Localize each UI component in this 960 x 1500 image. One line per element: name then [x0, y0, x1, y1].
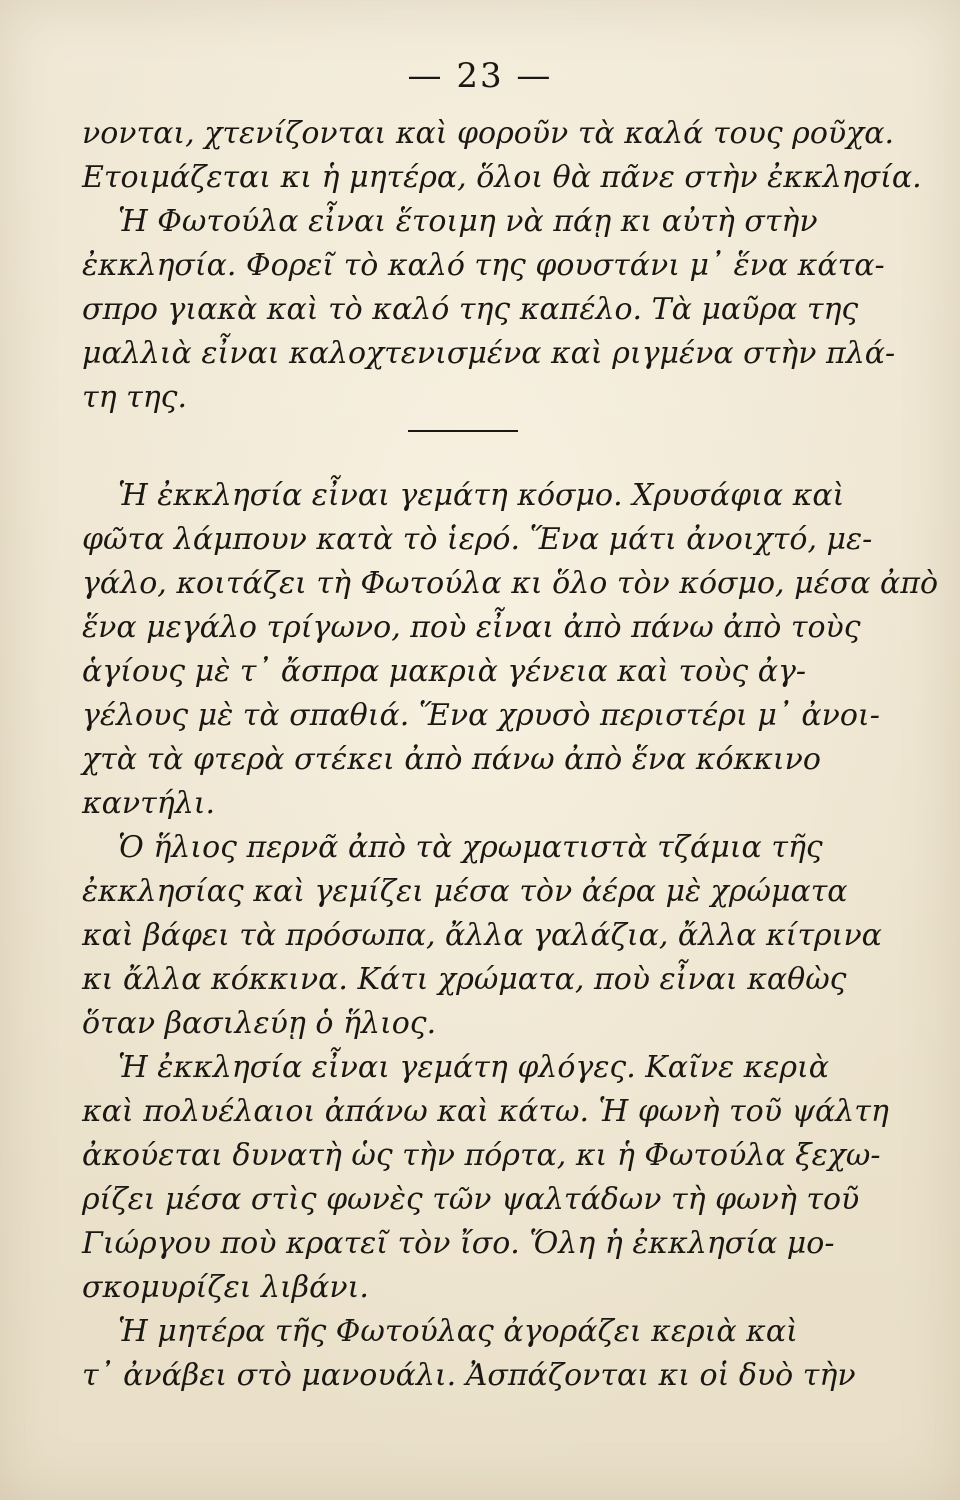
text-line: σπρο γιακὰ καὶ τὸ καλό της καπέλο. Τὰ μαῦρα της — [82, 292, 859, 327]
text-line: Ἡ Φωτούλα εἶναι ἕτοιμη νὰ πάῃ κι αὐτὴ στὴν — [118, 204, 818, 239]
text-line: φῶτα λάμπουν κατὰ τὸ ἱερό. Ἕνα μάτι ἀνοιχτό, με- — [82, 522, 873, 557]
text-line: Ὁ ἥλιος περνᾶ ἀπὸ τὰ χρωματιστὰ τζάμια τῆς — [118, 830, 823, 865]
text-line: ἀκούεται δυνατὴ ὡς τὴν πόρτα, κι ἡ Φωτούλα ξεχω- — [82, 1138, 881, 1173]
text-line: ἁγίους μὲ τ᾽ ἄσπρα μακριὰ γένεια καὶ τοὺς ἀγ- — [82, 654, 807, 689]
text-line: σκομυρίζει λιβάνι. — [82, 1270, 369, 1305]
text-line: ἐκκλησία. Φορεῖ τὸ καλό της φουστάνι μ᾽ ἕνα κάτα- — [82, 248, 885, 283]
text-line: τη της. — [82, 380, 188, 415]
text-line: ἐκκλησίας καὶ γεμίζει μέσα τὸν ἀέρα μὲ χρώματα — [82, 874, 848, 909]
page-number: — 23 — — [407, 56, 553, 96]
text-line: Ετοιμάζεται κι ἡ μητέρα, ὅλοι θὰ πᾶνε στὴν ἐκκλησία. — [82, 160, 922, 195]
text-line: καὶ βάφει τὰ πρόσωπα, ἄλλα γαλάζια, ἄλλα κίτρινα — [82, 918, 882, 953]
text-block-intro — [82, 112, 922, 420]
text-line: κι ἄλλα κόκκινα. Κάτι χρώματα, ποὺ εἶναι καθὼς — [82, 962, 847, 997]
text-block-church — [82, 474, 939, 1398]
text-line: Ἡ ἐκκλησία εἶναι γεμάτη φλόγες. Καῖνε κεριὰ — [118, 1050, 830, 1085]
text-line: χτὰ τὰ φτερὰ στέκει ἀπὸ πάνω ἀπὸ ἕνα κόκκινο — [82, 742, 821, 777]
text-line: ἕνα μεγάλο τρίγωνο, ποὺ εἶναι ἀπὸ πάνω ἀπὸ τοὺς — [82, 610, 861, 645]
text-line: καὶ πολυέλαιοι ἀπάνω καὶ κάτω. Ἡ φωνὴ τοῦ ψάλτη — [82, 1094, 889, 1129]
text-line: Ἡ ἐκκλησία εἶναι γεμάτη κόσμο. Χρυσάφια καὶ — [118, 478, 845, 513]
text-line: νονται, χτενίζονται καὶ φοροῦν τὰ καλά τους ροῦχα. — [82, 116, 895, 151]
text-line: Ἡ μητέρα τῆς Φωτούλας ἀγοράζει κεριὰ καὶ — [118, 1314, 798, 1349]
text-line: μαλλιὰ εἶναι καλοχτενισμένα καὶ ριγμένα στὴν πλά- — [82, 336, 896, 371]
text-line: καντήλι. — [82, 786, 216, 821]
text-line: τ᾽ ἀνάβει στὸ μανουάλι. Ἀσπάζονται κι οἱ δυὸ τὴν — [82, 1358, 856, 1393]
text-line: ὅταν βασιλεύῃ ὁ ἥλιος. — [82, 1006, 437, 1041]
text-line: γέλους μὲ τὰ σπαθιά. Ἕνα χρυσὸ περιστέρι μ᾽ ἀνοι- — [82, 698, 880, 733]
text-line: Γιώργου ποὺ κρατεῖ τὸν ἴσο. Ὅλη ἡ ἐκκλησία μο- — [82, 1226, 835, 1261]
section-divider — [408, 430, 518, 432]
text-line: ρίζει μέσα στὶς φωνὲς τῶν ψαλτάδων τὴ φωνὴ τοῦ — [82, 1182, 860, 1217]
text-line: γάλο, κοιτάζει τὴ Φωτούλα κι ὅλο τὸν κόσμο, μέσα ἀπὸ — [82, 566, 939, 601]
